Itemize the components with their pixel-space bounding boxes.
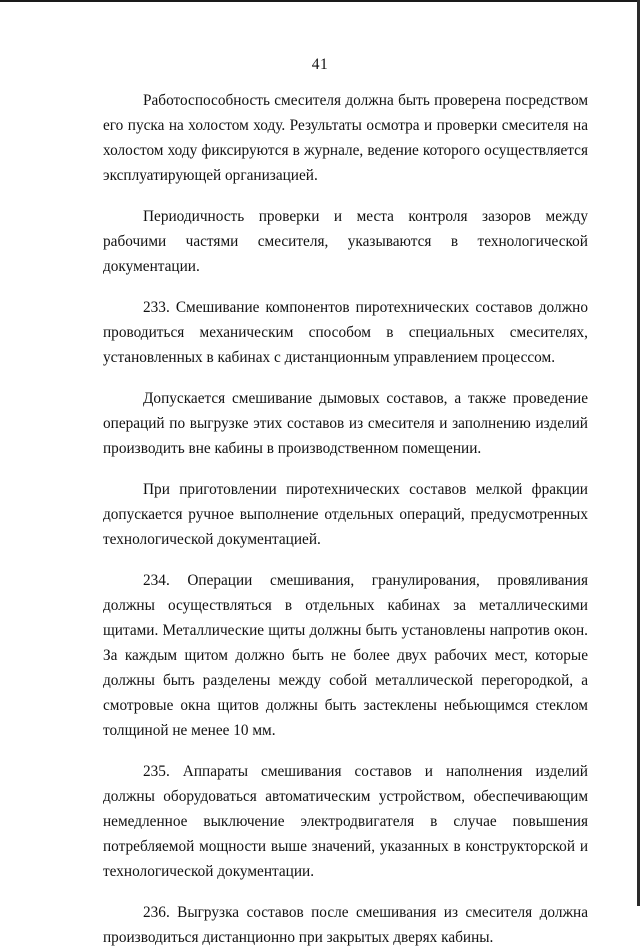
paragraph-mixer-idle-test: Работоспособность смесителя должна быть проверена посредством его пуска на холостом ходу. Результаты осмотра и проверки смесителя на холостом ходу фиксируются в журнале, ведение которого осуществляется эксплуатирующей организацией. [103,92,588,184]
paragraph-233: 233. Смешивание компонентов пиротехнических составов должно проводиться механическим способом в специальных смесителях, установленных в кабинах с дистанционным управлением процессом. [103,299,588,366]
paragraph-235: 235. Аппараты смешивания составов и наполнения изделий должны оборудоваться автоматическим устройством, обеспечивающим немедленное выключение электродвигателя в случае повышения потребляемой мощности выше значений, указанных в конструкторской и технологической документации. [103,763,588,880]
document-body [103,88,588,950]
paragraph-clearance-check: Периодичность проверки и места контроля зазоров между рабочими частями смесителя, указываются в технологической документации. [103,208,588,275]
paragraph-fine-fraction: При приготовлении пиротехнических составов мелкой фракции допускается ручное выполнение отдельных операций, предусмотренных технологической документацией. [103,481,588,548]
paragraph-smoke-mixtures: Допускается смешивание дымовых составов, а также проведение операций по выгрузке этих составов из смесителя и заполнению изделий производить вне кабины в производственном помещении. [103,390,588,457]
page-number: 41 [311,56,329,73]
paragraph-234: 234. Операции смешивания, гранулирования, провяливания должны осуществляться в отдельных кабинах за металлическими щитами. Металлические щиты должны быть установлены напротив окон. За каждым щитом должно быть не более двух рабочих мест, которые должны быть разделены между собой металлической перегородкой, а смотровые окна щитов должны быть застеклены небьющимся стеклом толщиной не менее 10 мм. [103,572,588,739]
paragraph-236: 236. Выгрузка составов после смешивания из смесителя должна производиться дистанционно при закрытых дверях кабины. [103,904,588,946]
scan-border-top [0,0,640,2]
